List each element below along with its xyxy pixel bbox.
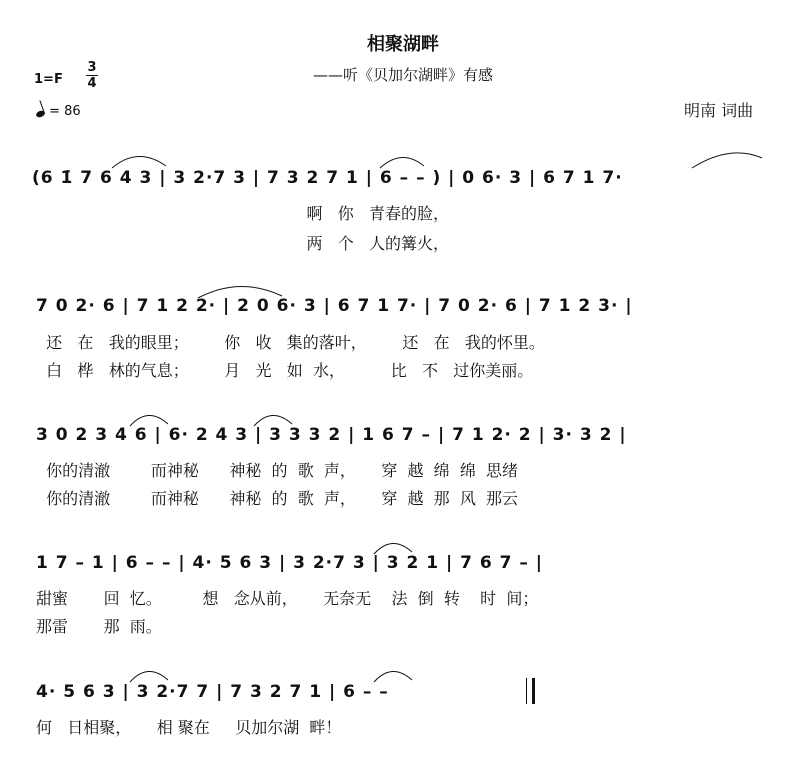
meter-bottom: 4 [87,76,97,91]
lyric-line-4-verse-2: 那雷 那 雨。 [36,617,162,636]
lyric-line-1-verse-2: 两 个 人的篝火， [42,234,449,253]
meter-top: 3 [87,60,97,75]
slur-5 [128,408,172,428]
quarter-note-icon [35,110,46,119]
slur-7 [372,536,416,556]
notation-line-2: 7 0 2· 6 | 7 1 2 2· | 2 0 6· 3 | 6 7 1 7· | 7 0 2· 6 | 7 1 2 3· | [36,296,633,316]
notation-line-3: 3 0 2 3 4 6 | 6· 2 4 3 | 3 3 3 2 | 1 6 7 – | 7 1 2· 2 | 3· 3 2 | [36,425,627,445]
song-title: 相聚湖畔 [367,34,439,55]
lyric-line-5-verse-1: 何 日相聚， 相 聚在 贝加尔湖 畔！ [36,718,342,737]
notation-line-1: (6 1̇ 7 6 4 3 | 3 2·7 3 | 7 3 2 7 1 | 6 – – ) | 0 6· 3 | 6 7 1 7· [32,168,623,188]
tempo-value: = 86 [49,104,81,119]
key-signature: 1=F [34,72,63,87]
final-barline-thin [526,678,527,704]
lyric-line-4-verse-1: 甜蜜 回 忆。 想 念从前， 无奈无 法 倒 转 时 间； [36,589,539,608]
slur-9 [372,664,416,684]
final-barline-thick [532,678,535,704]
slur-3 [690,148,766,170]
lyric-line-3-verse-2: 你的清澈 而神秘 神秘 的 歌 声， 穿 越 那 风 那云 [36,489,519,508]
notation-line-5: 4· 5 6 3 | 3 2·7 7 | 7 3 2 7 1 | 6 – – [36,682,389,702]
time-signature [86,60,98,91]
slur-6 [252,408,296,428]
song-subtitle: ——听《贝加尔湖畔》有感 [312,66,493,84]
tempo-marking [36,104,81,119]
slur-2 [378,150,428,170]
lyric-line-2-verse-2: 白 桦 林的气息； 月 光 如 水， 比 不 过你美丽。 [36,361,534,380]
composer-credit: 明南 词曲 [684,101,754,120]
lyric-line-1-verse-1: 啊 你 青春的脸， [42,204,449,223]
notation-line-4: 1 7 – 1 | 6 – – | 4· 5 6 3 | 3 2·7 3 | 3 2 1 | 7 6 7 – | [36,553,543,573]
slur-4 [196,280,286,300]
slur-1 [110,150,170,170]
slur-8 [128,664,172,684]
lyric-line-3-verse-1: 你的清澈 而神秘 神秘 的 歌 声， 穿 越 绵 绵 思绪 [36,461,519,480]
lyric-line-2-verse-1: 还 在 我的眼里； 你 收 集的落叶， 还 在 我的怀里。 [36,333,545,352]
